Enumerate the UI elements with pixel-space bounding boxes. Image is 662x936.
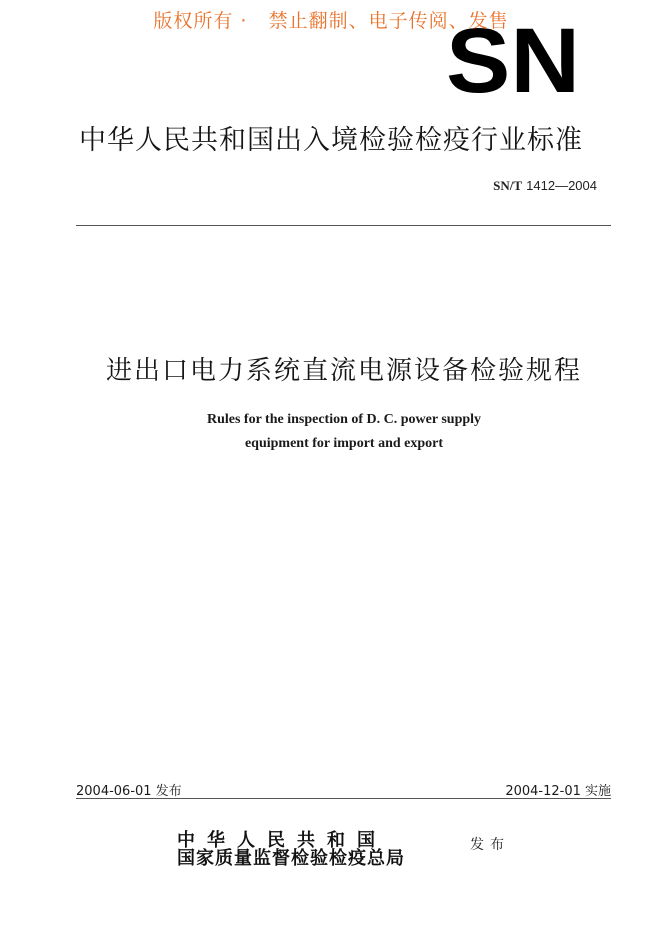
footer-divider bbox=[76, 798, 611, 799]
issuing-body-title: 中华人民共和国出入境检验检疫行业标准 bbox=[79, 125, 583, 156]
copyright-watermark: 版权所有 · 禁止翻制、电子传阅、发售 bbox=[153, 10, 509, 32]
english-title-line-2: equipment for import and export bbox=[244, 436, 444, 451]
english-title bbox=[0, 408, 662, 456]
standard-code-number: 1412—2004 bbox=[526, 178, 597, 193]
standard-code-prefix: SN/T bbox=[493, 178, 523, 193]
standard-code bbox=[360, 178, 597, 194]
header-divider bbox=[76, 225, 611, 226]
issue-date: 2004-06-01 发布 bbox=[76, 784, 182, 799]
issuer-verb: 发布 bbox=[470, 837, 510, 853]
issuer-line-1: 中华人民共和国 bbox=[177, 830, 387, 851]
english-title-line-1: Rules for the inspection of D. C. power supply bbox=[206, 412, 482, 427]
issuer-line-2: 国家质量监督检验检疫总局 bbox=[177, 848, 405, 869]
chinese-title: 进出口电力系统直流电源设备检验规程 bbox=[105, 356, 582, 386]
svg-text:SN: SN bbox=[446, 20, 580, 98]
implementation-date: 2004-12-01 实施 bbox=[505, 784, 611, 799]
